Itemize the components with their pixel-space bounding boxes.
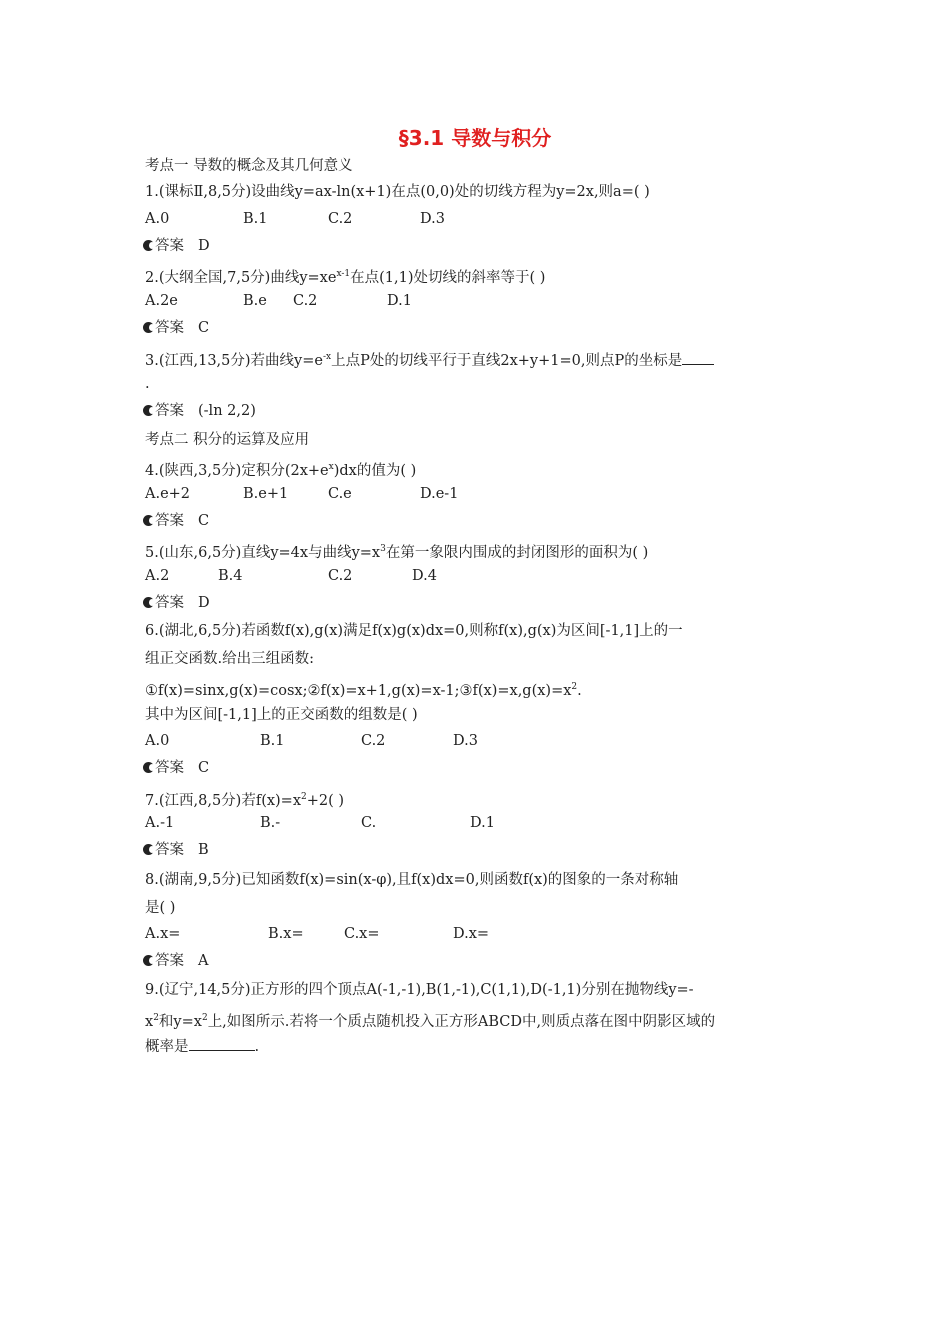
option-b: B.e	[243, 293, 267, 309]
answer-7: 答案 B	[143, 838, 209, 859]
answer-6: 答案 C	[143, 756, 209, 777]
answer-1: 答案 D	[143, 234, 210, 255]
question-6-line-3: $①f(x)=\sin x,g(x)=\cos x;②f(x)=x+1,g(x)=x-1;③f(x)=x,g(x)=x^2$.	[145, 682, 582, 699]
option-b: B.x=	[268, 926, 304, 942]
answer-bullet-icon	[143, 762, 154, 773]
answer-blank	[189, 1036, 255, 1051]
page-title: §3.1 导数与积分	[398, 126, 552, 150]
option-b: B.4	[218, 568, 243, 584]
option-b: B.1	[260, 733, 285, 749]
question-3-line-2: .	[145, 376, 150, 392]
question-6: 6.(湖北,6,5分)若函数f(x),g(x)满足f(x)g(x)dx=0,则称f(x),g(x)为区间[-1,1]上的一	[145, 623, 683, 639]
answer-bullet-icon	[143, 515, 154, 526]
answer-4: 答案 C	[143, 509, 209, 530]
option-d: D.4	[412, 568, 437, 584]
question-9-line-3: 概率是 .	[145, 1036, 259, 1057]
option-c: C.	[361, 815, 377, 831]
option-d: D.e-1	[420, 486, 459, 502]
option-c: C.2	[328, 211, 353, 227]
question-2: 2.(大纲全国,7,5分)曲线$y=xe^{x-1}$在点(1,1)处切线的斜率等于( )	[145, 269, 546, 286]
option-d: D.3	[420, 211, 445, 227]
question-3: 3.(江西,13,5分)若曲线$y=e^{-x}$上点P处的切线平行于直线2x+y+1=0,则点P的坐标是	[145, 347, 714, 371]
answer-bullet-icon	[143, 955, 154, 966]
option-a: A.0	[145, 733, 170, 749]
answer-3: 答案 (-ln 2,2)	[143, 399, 256, 420]
option-b: B.1	[243, 211, 268, 227]
option-b: B.e+1	[243, 486, 289, 502]
question-6-line-2: 组正交函数.给出三组函数:	[145, 651, 314, 667]
answer-8: 答案 A	[143, 949, 208, 970]
option-c: C.2	[361, 733, 386, 749]
option-c: C.2	[293, 293, 318, 309]
answer-5: 答案 D	[143, 591, 210, 612]
option-a: A.2	[145, 568, 170, 584]
answer-2: 答案 C	[143, 316, 209, 337]
section-heading-1: 考点一 导数的概念及其几何意义	[145, 158, 353, 174]
question-6-line-4: 其中为区间[-1,1]上的正交函数的组数是( )	[145, 707, 418, 723]
answer-bullet-icon	[143, 844, 154, 855]
option-b: B.-	[260, 815, 281, 831]
option-c: C.2	[328, 568, 353, 584]
option-d: D.x=	[453, 926, 490, 942]
section-heading-2: 考点二 积分的运算及应用	[145, 432, 310, 448]
option-a: A.x=	[145, 926, 181, 942]
option-d: D.3	[453, 733, 478, 749]
option-d: D.1	[387, 293, 412, 309]
option-d: D.1	[470, 815, 495, 831]
answer-bullet-icon	[143, 597, 154, 608]
question-9-line-2: $x^2$和$y=x^2$上,如图所示.若将一个质点随机投入正方形ABCD中,则质点落在图中阴影区域的	[145, 1013, 716, 1030]
option-a: A.e+2	[145, 486, 191, 502]
answer-bullet-icon	[143, 322, 154, 333]
answer-bullet-icon	[143, 240, 154, 251]
answer-bullet-icon	[143, 405, 154, 416]
question-9: 9.(辽宁,14,5分)正方形的四个顶点A(-1,-1),B(1,-1),C(1,1),D(-1,1)分别在抛物线y=-	[145, 982, 694, 998]
option-a: A.-1	[145, 815, 175, 831]
question-1: 1.(课标Ⅱ,8,5分)设曲线y=ax-ln(x+1)在点(0,0)处的切线方程为y=2x,则a=( )	[145, 184, 650, 200]
answer-blank	[682, 350, 714, 365]
option-a: A.2e	[145, 293, 178, 309]
option-a: A.0	[145, 211, 170, 227]
option-c: C.e	[328, 486, 352, 502]
question-7: 7.(江西,8,5分)若$f(x)=x^2+2$( )	[145, 792, 345, 809]
question-8-line-2: 是( )	[145, 900, 176, 916]
question-4: 4.(陕西,3,5分)定积分$(2x+e^x)dx$的值为( )	[145, 462, 417, 479]
question-5: 5.(山东,6,5分)直线y=4x与曲线$y=x^3$在第一象限内围成的封闭图形的面积为( )	[145, 544, 649, 561]
question-8: 8.(湖南,9,5分)已知函数f(x)=sin(x-φ),且f(x)dx=0,则函数f(x)的图象的一条对称轴	[145, 872, 679, 888]
option-c: C.x=	[344, 926, 380, 942]
